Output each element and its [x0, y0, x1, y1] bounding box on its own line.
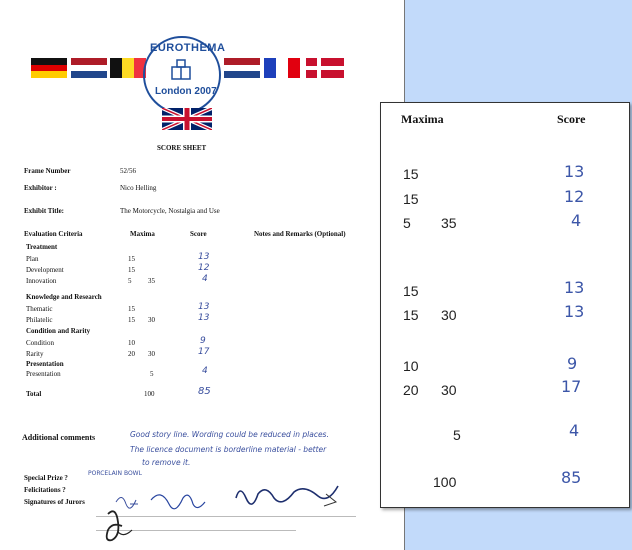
zoom-subtotal: 5 [453, 427, 461, 443]
criterion-max: 5 [150, 370, 154, 378]
belgium-flag-icon [110, 58, 146, 78]
zoom-subtotal: 30 [441, 307, 457, 323]
criterion-score: 4 [202, 274, 208, 284]
criteria-header: Evaluation Criteria [24, 230, 83, 238]
zoom-score: 13 [564, 302, 585, 321]
group-subtotal: 30 [148, 316, 155, 324]
frame-number-label: Frame Number [24, 167, 71, 175]
group-subtotal: 35 [148, 277, 155, 285]
exhibit-title-label: Exhibit Title: [24, 207, 65, 215]
criterion-label: Philatelic [26, 316, 53, 324]
criterion-label: Plan [26, 255, 39, 263]
criterion-label: Rarity [26, 350, 44, 358]
notes-header: Notes and Remarks (Optional) [254, 230, 346, 238]
criterion-max: 5 [128, 277, 132, 285]
zoom-max: 10 [403, 358, 419, 374]
felicitations-label: Felicitations ? [24, 486, 66, 494]
group-heading: Condition and Rarity [26, 327, 91, 335]
criterion-score: 13 [198, 252, 210, 262]
group-subtotal: 30 [148, 350, 155, 358]
special-prize-value: PORCELAIN BOWL [88, 470, 142, 477]
zoom-subtotal: 35 [441, 215, 457, 231]
score-zoom-inset [380, 102, 630, 508]
criterion-score: 13 [198, 313, 210, 323]
zoom-subtotal: 30 [441, 382, 457, 398]
special-prize-label: Special Prize ? [24, 474, 68, 482]
zoom-score: 13 [564, 278, 585, 297]
comment-line: to remove it. [142, 458, 191, 467]
criterion-max: 20 [128, 350, 135, 358]
criterion-score: 4 [202, 366, 208, 376]
zoom-score: 12 [564, 187, 585, 206]
maxima-header: Maxima [130, 230, 155, 238]
criterion-label: Development [26, 266, 64, 274]
group-heading: Knowledge and Research [26, 293, 102, 301]
logo-top-text: EUROTHEMA [150, 42, 226, 54]
juror-signatures [96, 482, 366, 548]
frame-number-value: 52/56 [120, 167, 136, 175]
criterion-score: 13 [198, 302, 210, 312]
zoom-max: 15 [403, 283, 419, 299]
france-flag-icon [264, 58, 300, 78]
criterion-max: 10 [128, 339, 135, 347]
score-header: Score [190, 230, 207, 238]
zoom-max: 15 [403, 307, 419, 323]
zoom-total-max: 100 [433, 474, 457, 490]
criterion-max: 15 [128, 305, 135, 313]
denmark-flag-icon [306, 58, 344, 78]
exhibitor-label: Exhibitor : [24, 184, 57, 192]
zoom-score: 9 [567, 354, 578, 373]
total-max: 100 [144, 390, 155, 398]
criterion-max: 15 [128, 316, 135, 324]
criterion-label: Condition [26, 339, 55, 347]
criterion-score: 9 [200, 336, 206, 346]
total-label: Total [26, 390, 42, 398]
zoom-max: 15 [403, 191, 419, 207]
zoom-max: 5 [403, 215, 411, 231]
zoom-score: 4 [569, 421, 580, 440]
netherlands-flag-icon [224, 58, 260, 78]
zoom-score: 4 [571, 211, 582, 230]
criterion-max: 15 [128, 255, 135, 263]
zoom-maxima-header: Maxima [401, 112, 444, 126]
zoom-score-header: Score [557, 112, 586, 126]
criterion-label: Presentation [26, 370, 61, 378]
criterion-label: Innovation [26, 277, 57, 285]
criterion-label: Thematic [26, 305, 53, 313]
exhibit-title-value: The Motorcycle, Nostalgia and Use [120, 207, 220, 215]
zoom-score: 13 [564, 162, 585, 181]
group-heading: Treatment [26, 243, 58, 251]
zoom-total-score: 85 [561, 468, 582, 487]
zoom-max: 20 [403, 382, 419, 398]
logo-bottom-text: London 2007 [155, 86, 217, 97]
logo-emblem-icon [168, 57, 194, 83]
germany-flag-icon [31, 58, 67, 78]
uk-flag-icon [162, 108, 212, 130]
zoom-score: 17 [561, 377, 582, 396]
group-heading: Presentation [26, 360, 64, 368]
comment-line: Good story line. Wording could be reduced in places. [130, 430, 329, 439]
criterion-max: 15 [128, 266, 135, 274]
total-score: 85 [198, 386, 211, 397]
zoom-max: 15 [403, 166, 419, 182]
signatures-label: Signatures of Jurors [24, 498, 85, 506]
comment-line: The licence document is borderline material - better [130, 445, 327, 454]
page-title: SCORE SHEET [157, 144, 207, 152]
criterion-score: 12 [198, 263, 210, 273]
exhibitor-value: Nico Helling [120, 184, 157, 192]
netherlands-flag-icon [71, 58, 107, 78]
criterion-score: 17 [198, 347, 210, 357]
comments-label: Additional comments [22, 433, 96, 442]
